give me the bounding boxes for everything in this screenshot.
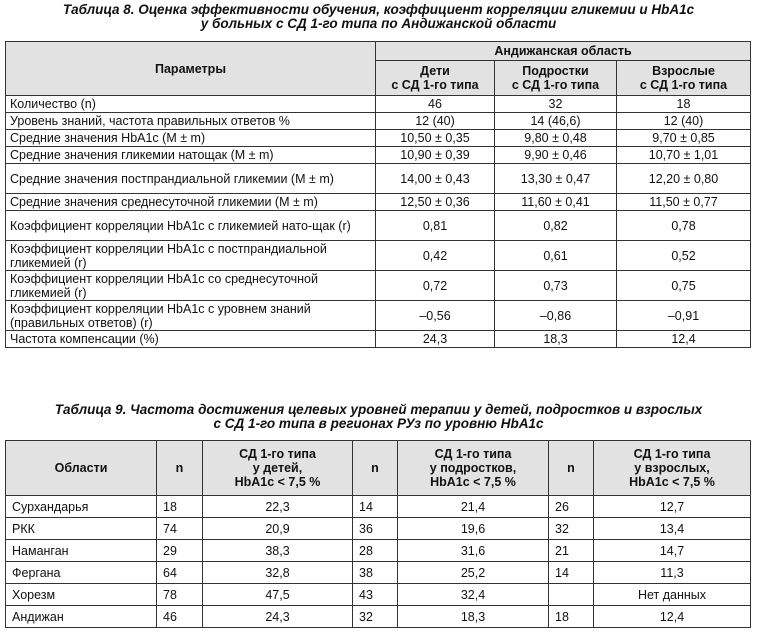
table9-value-cell: 14,7 — [594, 540, 751, 562]
table-row — [6, 130, 751, 147]
table8-value-cell: 12,4 — [617, 331, 751, 348]
table8-value-cell: 12 (40) — [617, 113, 751, 130]
table9-value-cell: 22,3 — [203, 496, 353, 518]
table-row — [6, 211, 751, 241]
table-row — [6, 147, 751, 164]
table8-value-cell: 12 (40) — [376, 113, 495, 130]
table8-param-cell: Коэффициент корреляции HbA1c с постпрандиальной гликемией (r) — [6, 241, 376, 271]
table8-value-cell: –0,56 — [376, 301, 495, 331]
table-row — [6, 194, 751, 211]
table8-value-cell: 18 — [617, 96, 751, 113]
table8-param-cell: Коэффициент корреляции HbA1c с уровнем знаний (правильных ответов) (r) — [6, 301, 376, 331]
table9-header-children: СД 1-го типа у детей, HbA1c < 7,5 % — [203, 441, 353, 496]
table-row — [6, 606, 751, 628]
table8-caption-line1: Таблица 8. Оценка эффективности обучения, коэффициент корреляции гликемии и HbA1c — [62, 2, 695, 17]
table9-region-cell: Фергана — [6, 562, 157, 584]
table8-value-cell: 0,73 — [495, 271, 617, 301]
table8-caption — [0, 3, 757, 31]
table8-value-cell: 0,52 — [617, 241, 751, 271]
table9-n-cell: 43 — [353, 584, 398, 606]
table-row — [6, 271, 751, 301]
table8-param-cell: Уровень знаний, частота правильных ответов % — [6, 113, 376, 130]
table9-n-cell: 26 — [549, 496, 594, 518]
table9-n-cell: 28 — [353, 540, 398, 562]
table8-value-cell: 9,80 ± 0,48 — [495, 130, 617, 147]
table9-n-cell: 32 — [353, 606, 398, 628]
table9-value-cell: 18,3 — [398, 606, 549, 628]
table9-caption-line2: с СД 1-го типа в регионах РУз по уровню HbA1c — [213, 416, 544, 431]
table8-value-cell: 13,30 ± 0,47 — [495, 164, 617, 194]
table8-value-cell: 11,60 ± 0,41 — [495, 194, 617, 211]
table9-value-cell: Нет данных — [594, 584, 751, 606]
table8-param-cell: Частота компенсации (%) — [6, 331, 376, 348]
table9-n-cell: 18 — [549, 606, 594, 628]
table8-param-cell: Средние значения гликемии натощак (M ± m) — [6, 147, 376, 164]
table-row — [6, 518, 751, 540]
table8-value-cell: 0,82 — [495, 211, 617, 241]
table-row — [6, 540, 751, 562]
table9-value-cell: 12,4 — [594, 606, 751, 628]
table9-header-n: n — [157, 441, 203, 496]
table9-value-cell: 19,6 — [398, 518, 549, 540]
table9-value-cell: 38,3 — [203, 540, 353, 562]
table8-param-cell: Коэффициент корреляции HbA1c со среднесуточной гликемией (r) — [6, 271, 376, 301]
table8-value-cell: 11,50 ± 0,77 — [617, 194, 751, 211]
table8-value-cell: 18,3 — [495, 331, 617, 348]
table9-value-cell: 24,3 — [203, 606, 353, 628]
table-row — [6, 96, 751, 113]
table9-value-cell: 32,8 — [203, 562, 353, 584]
table-row — [6, 241, 751, 271]
table8-value-cell: 0,61 — [495, 241, 617, 271]
table8-param-cell: Средние значения HbA1c (M ± m) — [6, 130, 376, 147]
table8-header-region: Андижанская область — [376, 42, 751, 61]
table8-value-cell: 10,50 ± 0,35 — [376, 130, 495, 147]
table8-value-cell: 0,75 — [617, 271, 751, 301]
table9-region-cell: Сурхандарья — [6, 496, 157, 518]
table8-value-cell: 10,90 ± 0,39 — [376, 147, 495, 164]
table-row — [6, 113, 751, 130]
table9-n-cell: 74 — [157, 518, 203, 540]
table8-value-cell: 12,20 ± 0,80 — [617, 164, 751, 194]
table9-value-cell: 20,9 — [203, 518, 353, 540]
table8-value-cell: –0,86 — [495, 301, 617, 331]
table8-param-cell: Средние значения постпрандиальной гликемии (M ± m) — [6, 164, 376, 194]
table8-value-cell: 9,90 ± 0,46 — [495, 147, 617, 164]
table8-col-header: Дети с СД 1-го типа — [376, 61, 495, 96]
table9-value-cell: 13,4 — [594, 518, 751, 540]
table9-n-cell: 78 — [157, 584, 203, 606]
table9-n-cell — [549, 584, 594, 606]
table9-n-cell: 32 — [549, 518, 594, 540]
table9-caption — [0, 403, 757, 431]
table8-value-cell: 0,81 — [376, 211, 495, 241]
table9-n-cell: 46 — [157, 606, 203, 628]
table9-header-adults: СД 1-го типа у взрослых, HbA1c < 7,5 % — [594, 441, 751, 496]
table9-n-cell: 18 — [157, 496, 203, 518]
table-row — [6, 164, 751, 194]
table9-n-cell: 14 — [549, 562, 594, 584]
table8-value-cell: 0,72 — [376, 271, 495, 301]
table8-param-cell: Количество (n) — [6, 96, 376, 113]
table9-value-cell: 21,4 — [398, 496, 549, 518]
table8-caption-line2: у больных с СД 1-го типа по Андижанской области — [200, 16, 557, 31]
table-row — [6, 562, 751, 584]
table9-header-teens: СД 1-го типа у подростков, HbA1c < 7,5 % — [398, 441, 549, 496]
table9-n-cell: 29 — [157, 540, 203, 562]
table8-value-cell: 0,42 — [376, 241, 495, 271]
table9-value-cell: 47,5 — [203, 584, 353, 606]
table-row — [6, 584, 751, 606]
table-row — [6, 331, 751, 348]
table9-header-region: Области — [6, 441, 157, 496]
table9-n-cell: 38 — [353, 562, 398, 584]
table9-value-cell: 12,7 — [594, 496, 751, 518]
table9-region-cell: РКК — [6, 518, 157, 540]
table9-value-cell: 11,3 — [594, 562, 751, 584]
table8-value-cell: 32 — [495, 96, 617, 113]
table8-value-cell: 14,00 ± 0,43 — [376, 164, 495, 194]
table8-value-cell: 12,50 ± 0,36 — [376, 194, 495, 211]
table9-value-cell: 31,6 — [398, 540, 549, 562]
table8-col-header: Взрослые с СД 1-го типа — [617, 61, 751, 96]
table9-region-cell: Наманган — [6, 540, 157, 562]
table8-param-cell: Средние значения среднесуточной гликемии (M ± m) — [6, 194, 376, 211]
table9-n-cell: 64 — [157, 562, 203, 584]
table8-header-param: Параметры — [6, 42, 376, 96]
table9-n-cell: 21 — [549, 540, 594, 562]
table8-value-cell: 9,70 ± 0,85 — [617, 130, 751, 147]
table8-value-cell: 24,3 — [376, 331, 495, 348]
table8-param-cell: Коэффициент корреляции HbA1c с гликемией нато-щак (r) — [6, 211, 376, 241]
table8-value-cell: –0,91 — [617, 301, 751, 331]
table8-value-cell: 46 — [376, 96, 495, 113]
table-row — [6, 496, 751, 518]
table9-value-cell: 25,2 — [398, 562, 549, 584]
table9-region-cell: Андижан — [6, 606, 157, 628]
table8-value-cell: 0,78 — [617, 211, 751, 241]
table8 — [5, 41, 751, 348]
table-row — [6, 301, 751, 331]
table8-col-header: Подростки с СД 1-го типа — [495, 61, 617, 96]
table9-header-n: n — [549, 441, 594, 496]
table9-n-cell: 14 — [353, 496, 398, 518]
table9 — [5, 440, 751, 628]
table8-value-cell: 14 (46,6) — [495, 113, 617, 130]
table9-header-n: n — [353, 441, 398, 496]
table9-n-cell: 36 — [353, 518, 398, 540]
table9-caption-line1: Таблица 9. Частота достижения целевых уровней терапии у детей, подростков и взрослых — [54, 402, 703, 417]
table9-value-cell: 32,4 — [398, 584, 549, 606]
table8-value-cell: 10,70 ± 1,01 — [617, 147, 751, 164]
table9-region-cell: Хорезм — [6, 584, 157, 606]
